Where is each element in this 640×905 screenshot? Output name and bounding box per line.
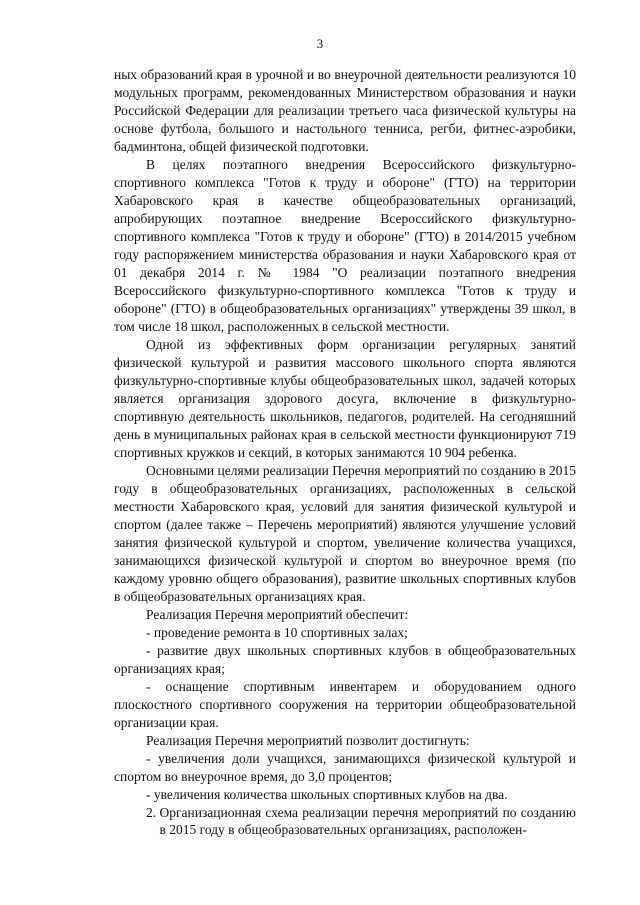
paragraph-ensures-intro: Реализация Перечня мероприятий обеспечит: [146,607,409,622]
list-item-share-increase: - увеличения доли учащихся, занимающихся физической культурой и спортом во внеурочное время, до 3,0 процентов; [114,751,576,784]
paragraph-continuation: ных образований края в урочной и во внеурочной деятельности реализуются 10 модульных программ, рекомендованных Министерством образования и науки Российской Федерации для реализации третьего часа физической культуры на основе футбола, большого и настольного тенниса, регби, фитнес-аэробики, бадминтона, общей физической подготовки. [114,67,576,154]
paragraph-achieve-intro: Реализация Перечня мероприятий позволит достигнуть: [146,733,470,748]
section-heading [146,804,576,838]
body-text [114,66,576,804]
list-item-repair: - проведение ремонта в 10 спортивных залах; [146,625,408,640]
section-number: 2. [146,805,160,820]
section-title: Организационная схема реализации перечня мероприятий по созданию в 2015 году в общеобразовательных организациях, расположен- [159,805,576,837]
paragraph-sport-clubs: Одной из эффективных форм организации регулярных занятий физической культурой и развития массового школьного спорта являются физкультурно-спортивные клубы общеобразовательных школ, задачей которых является организация здорового досуга, включение в физкультурно-спортивную деятельность школьников, педагогов, родителей. На сегодняшний день в муниципальных районах края в сельской местности функционируют 719 спортивных кружков и секций, в которых занимаются 10 904 ребенка. [114,337,576,460]
page-number: 3 [316,36,324,51]
list-item-clubs: - развитие двух школьных спортивных клубов в общеобразовательных организациях края; [114,643,576,676]
paragraph-goals: Основными целями реализации Перечня мероприятий по созданию в 2015 году в общеобразовательных организациях, расположенных в сельской местности Хабаровского края, условий для занятия физической культурой и спортом (далее также – Перечень мероприятий) являются улучшение условий занятия физической культурой и спортом, увеличение количества учащихся, занимающихся физической культурой и спортом во внеурочное время (по каждому уровню общего образования), развитие школьных спортивных клубов в общеобразовательных организациях края. [114,463,576,604]
list-item-clubs-increase: - увеличения количества школьных спортивных клубов на два. [146,787,508,802]
list-item-equipment: - оснащение спортивным инвентарем и оборудованием одного плоскостного спортивного сооружения на территории общеобразовательной организации края. [114,679,576,730]
paragraph-gto: В целях поэтапного внедрения Всероссийского физкультурно-спортивного комплекса "Готов к труду и обороне" (ГТО) на территории Хабаровского края в качестве общеобразовательных организаций, апробирующих поэтапное внедрение Всероссийского физкультурно-спортивного комплекса "Готов к труду и обороне" (ГТО) в 2014/2015 учебном году распоряжением министерства образования и науки Хабаровского края от 01 декабря 2014 г. № 1984 "О реализации поэтапного внедрения Всероссийского физкультурно-спортивного комплекса "Готов к труду и обороне" (ГТО) в общеобразовательных организациях" утверждены 39 школ, в том числе 18 школ, расположенных в сельской местности. [114,157,576,334]
